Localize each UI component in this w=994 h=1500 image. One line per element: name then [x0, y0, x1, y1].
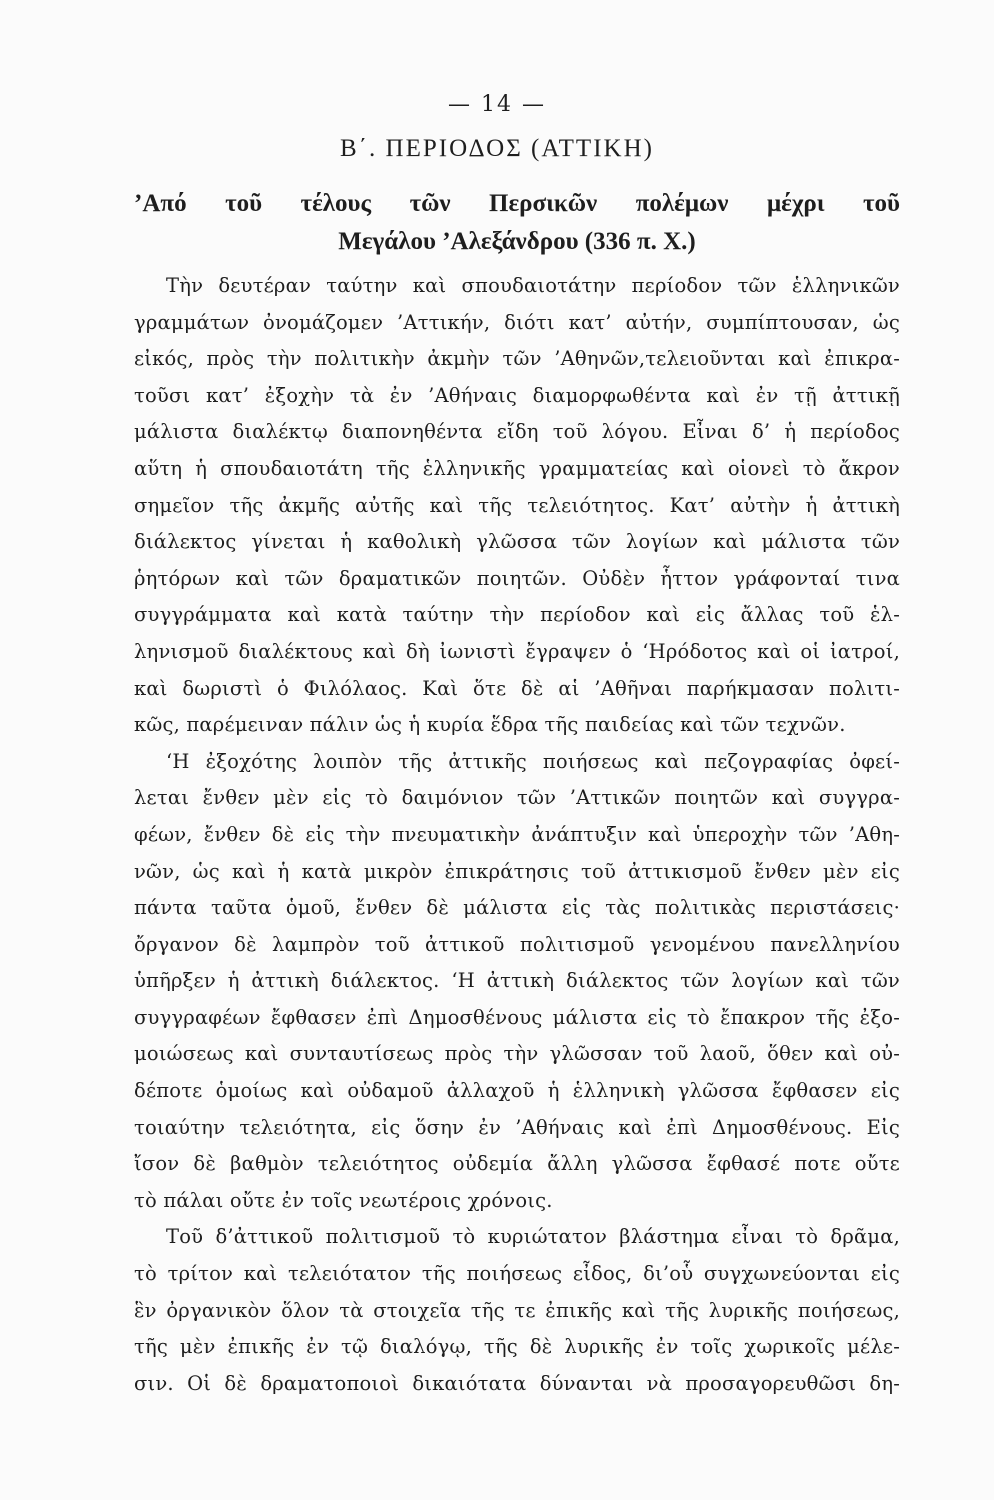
text-line: νῶν, ὡς καὶ ἡ κατὰ μικρὸν ἐπικράτησις τοῦ ἀττικισμοῦ ἔνθεν μὲν εἰς [134, 859, 900, 883]
text-line: σημεῖον τῆς ἀκμῆς αὐτῆς καὶ τῆς τελειότητος. Κατ’ αὐτὴν ἡ ἀττικὴ [134, 493, 900, 517]
text-line: γραμμάτων ὀνομάζομεν ’Αττικήν, διότι κατ’ αὐτήν, συμπίπτουσαν, ὡς [134, 310, 900, 334]
text-line: τὸ τρίτον καὶ τελειότατον τῆς ποιήσεως εἶδος, δι’οὗ συγχωνεύονται εἰς [134, 1262, 900, 1286]
page-number: — 14 — [448, 92, 546, 117]
text-line: τὸ πάλαι οὔτε ἐν τοῖς νεωτέροις χρόνοις. [134, 1188, 553, 1212]
text-line: ὄργανον δὲ λαμπρὸν τοῦ ἀττικοῦ πολιτισμοῦ γενομένου πανελληνίου [134, 932, 900, 956]
paragraph-2 [134, 744, 900, 1220]
text-line: ὑπῆρξεν ἡ ἀττικὴ διάλεκτος. ‘Η ἀττικὴ διάλεκτος τῶν λογίων καὶ τῶν [134, 969, 900, 993]
text-line: ἓν ὀργανικὸν ὅλον τὰ στοιχεῖα τῆς τε ἐπικῆς καὶ τῆς λυρικῆς ποιήσεως, [134, 1298, 900, 1322]
text-line: Τὴν δευτέραν ταύτην καὶ σπουδαιοτάτην περίοδον τῶν ἑλληνικῶν [166, 274, 900, 297]
text-line: τοιαύτην τελειότητα, εἰς ὅσην ἐν ’Αθήναις καὶ ἐπὶ Δημοσθένους. Εἰς [134, 1115, 900, 1139]
body-text [134, 268, 900, 1402]
text-line: αὕτη ἡ σπουδαιοτάτη τῆς ἑλληνικῆς γραμματείας καὶ οἱονεὶ τὸ ἄκρον [134, 456, 900, 480]
text-line: μοιώσεως καὶ συνταυτίσεως πρὸς τὴν γλῶσσαν τοῦ λαοῦ, ὅθεν καὶ οὐ- [134, 1042, 900, 1066]
text-line: συγγραφέων ἔφθασεν ἐπὶ Δημοσθένους μάλιστα εἰς τὸ ἔπακρον τῆς ἐξο- [134, 1005, 900, 1029]
text-line: δέποτε ὁμοίως καὶ οὐδαμοῦ ἀλλαχοῦ ἡ ἑλληνικὴ γλῶσσα ἔφθασεν εἰς [134, 1079, 900, 1103]
text-line: ‘Η ἐξοχότης λοιπὸν τῆς ἀττικῆς ποιήσεως καὶ πεζογραφίας ὀφεί- [166, 749, 900, 773]
text-line: λεται ἔνθεν μὲν εἰς τὸ δαιμόνιον τῶν ’Αττικῶν ποιητῶν καὶ συγγρα- [134, 786, 900, 810]
period-heading: Β΄. ΠΕΡΙΟΔΟΣ (ΑΤΤΙΚΗ) [340, 135, 654, 162]
text-line: ῥητόρων καὶ τῶν δραματικῶν ποιητῶν. Οὐδὲν ἧττον γράφονταί τινα [134, 566, 900, 590]
paragraph-1 [134, 268, 900, 744]
text-line: σιν. Οἱ δὲ δραματοποιοὶ δικαιότατα δύνανται νὰ προσαγορευθῶσι δη- [134, 1371, 900, 1395]
text-line: ληνισμοῦ διαλέκτους καὶ δὴ ἰωνιστὶ ἔγραψεν ὁ ‘Ηρόδοτος καὶ οἱ ἰατροί, [134, 639, 900, 663]
text-line: τοῦσι κατ’ ἐξοχὴν τὰ ἐν ’Αθήναις διαμορφωθέντα καὶ ἐν τῇ ἀττικῇ [134, 383, 900, 407]
text-line: κῶς, παρέμειναν πάλιν ὡς ἡ κυρία ἕδρα τῆς παιδείας καὶ τῶν τεχνῶν. [134, 713, 846, 737]
text-line: εἰκός, πρὸς τὴν πολιτικὴν ἀκμὴν τῶν ’Αθηνῶν,τελειοῦνται καὶ ἐπικρα- [134, 347, 900, 371]
text-line: συγγράμματα καὶ κατὰ ταύτην τὴν περίοδον καὶ εἰς ἄλλας τοῦ ἑλ- [134, 603, 900, 627]
subtitle-line-1: ’Από τοῦ τέλους τῶν Περσικῶν πολέμων μέχρι τοῦ [134, 190, 900, 217]
text-line: διάλεκτος γίνεται ἡ καθολικὴ γλῶσσα τῶν λογίων καὶ μάλιστα τῶν [134, 530, 900, 554]
paragraph-3 [134, 1219, 900, 1402]
text-line: Τοῦ δ’ἀττικοῦ πολιτισμοῦ τὸ κυριώτατον βλάστημα εἶναι τὸ δρᾶμα, [166, 1225, 900, 1249]
text-line: καὶ δωριστὶ ὁ Φιλόλαος. Καὶ ὅτε δὲ αἱ ’Αθῆναι παρήκμασαν πολιτι- [134, 676, 900, 700]
text-line: τῆς μὲν ἐπικῆς ἐν τῷ διαλόγῳ, τῆς δὲ λυρικῆς ἐν τοῖς χωρικοῖς μέλε- [134, 1335, 900, 1359]
text-line: ἴσον δὲ βαθμὸν τελειότητος οὐδεμία ἄλλη γλῶσσα ἔφθασέ ποτε οὔτε [134, 1152, 900, 1176]
text-line: φέων, ἔνθεν δὲ εἰς τὴν πνευματικὴν ἀνάπτυξιν καὶ ὑπεροχὴν τῶν ’Αθη- [134, 822, 900, 846]
text-line: πάντα ταῦτα ὁμοῦ, ἔνθεν δὲ μάλιστα εἰς τὰς πολιτικὰς περιστάσεις· [134, 896, 900, 920]
text-line: μάλιστα διαλέκτῳ διαπονηθέντα εἴδη τοῦ λόγου. Εἶναι δ’ ἡ περίοδος [134, 420, 900, 444]
subtitle-line-2: Μεγάλου ’Αλεξάνδρου (336 π. Χ.) [338, 228, 696, 255]
